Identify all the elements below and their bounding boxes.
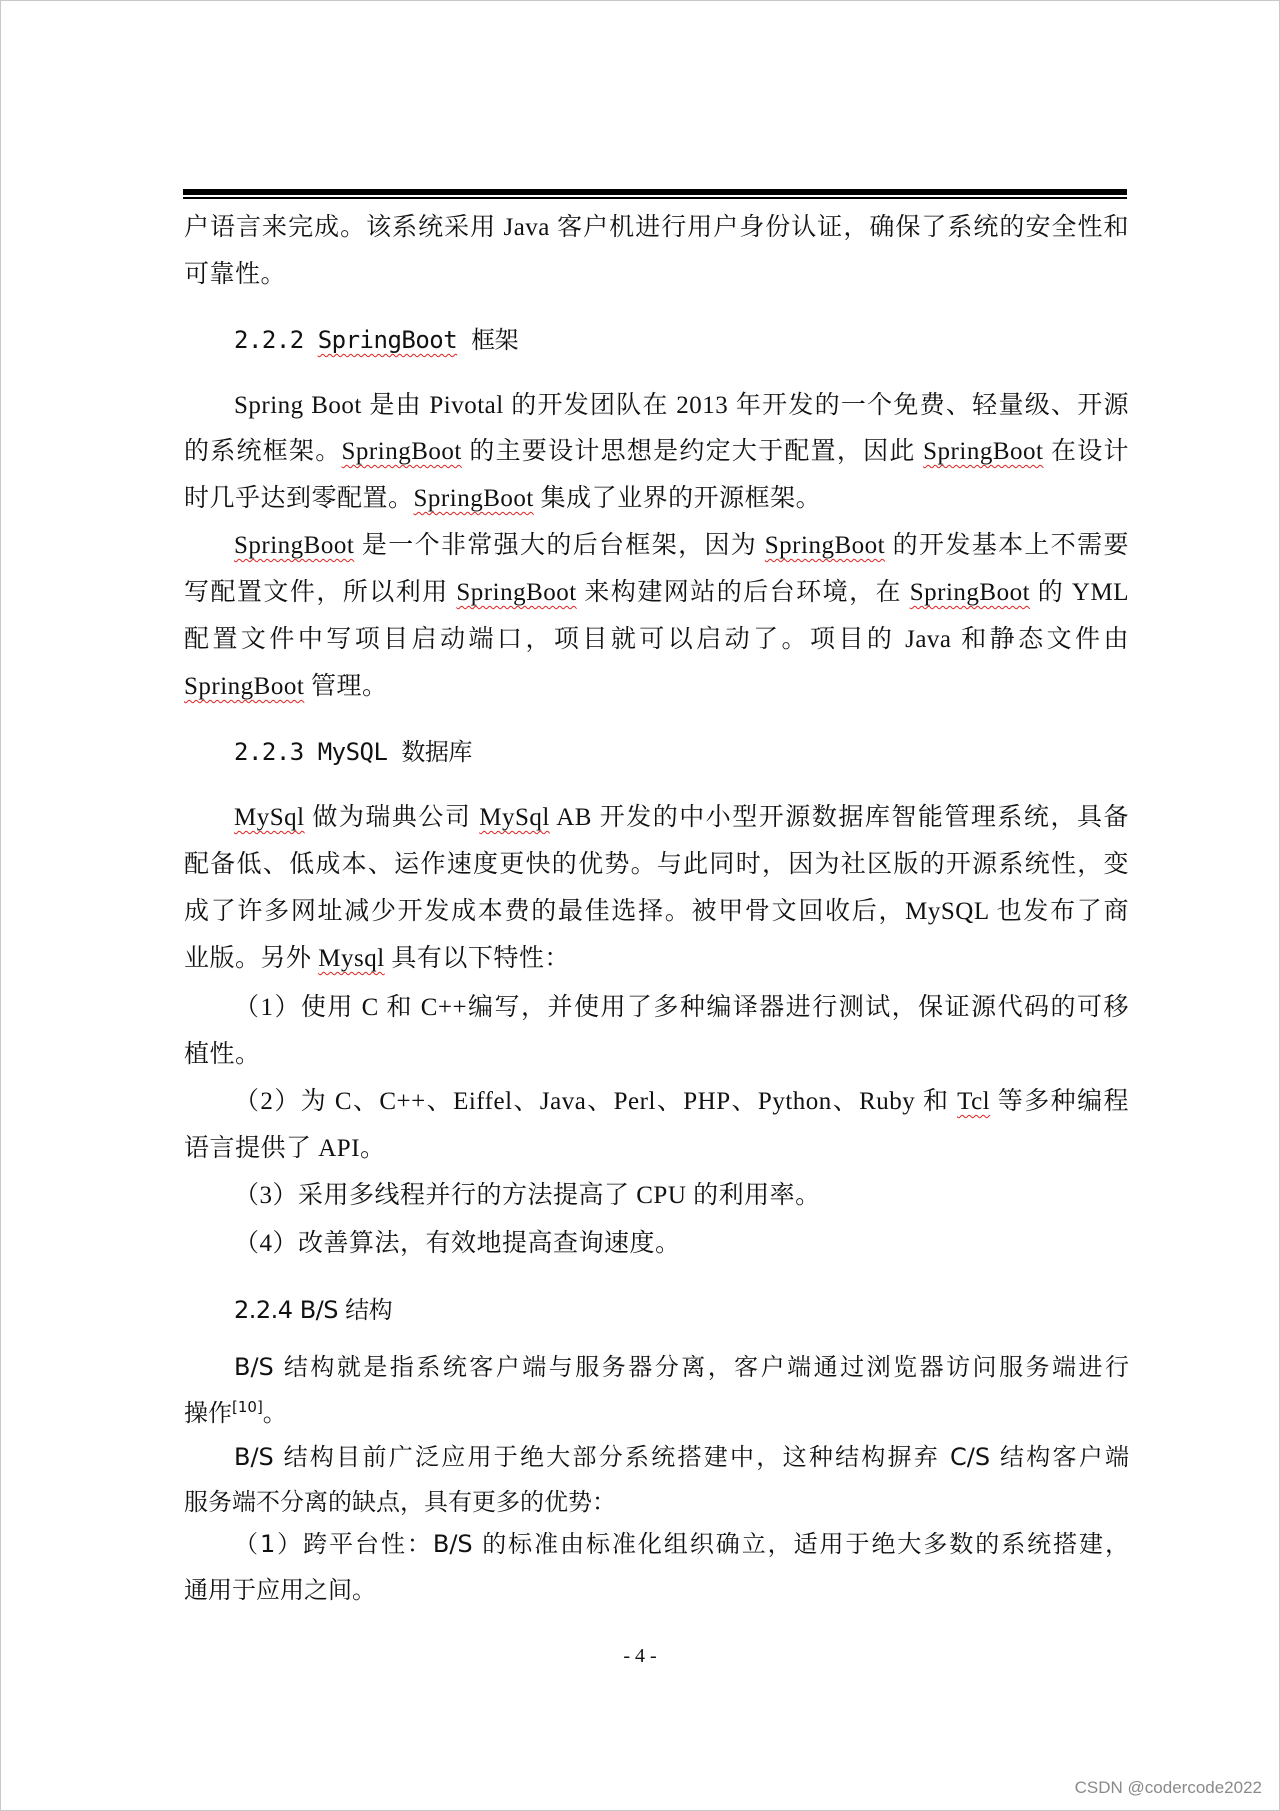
header-rule-thin (183, 197, 1127, 199)
text-line: 操作[10]。 (184, 1398, 287, 1427)
list-item: （1）跨平台性：B/S 的标准由标准化组织确立，适用于绝大多数的系统搭建， (234, 1530, 1129, 1558)
text-line: 服务端不分离的缺点，具有更多的优势： (184, 1488, 616, 1516)
spellcheck-flagged-term: SpringBoot (234, 532, 355, 559)
heading-term: SpringBoot (317, 326, 458, 354)
section-heading-2-2-4 (234, 1295, 392, 1325)
text-line: 语言提供了 API。 (184, 1135, 386, 1162)
text-line: 户语言来完成。该系统采用 Java 客户机进行用户身份认证，确保了系统的安全性和 (184, 214, 1129, 241)
text-line: 通用于应用之间。 (184, 1576, 376, 1604)
text-line: 配备低、低成本、运作速度更快的优势。与此同时，因为社区版的开源系统性，变 (184, 851, 1129, 878)
text-line: MySql 做为瑞典公司 MySql AB 开发的中小型开源数据库智能管理系统，具备 (234, 804, 1129, 831)
list-item: （2）为 C、C++、Eiffel、Java、Perl、PHP、Python、Ruby 和 Tcl 等多种编程 (234, 1088, 1129, 1115)
list-item: （3）采用多线程并行的方法提高了 CPU 的利用率。 (234, 1182, 821, 1209)
heading-number: 2.2.2 (234, 326, 304, 354)
text-line: 可靠性。 (184, 261, 287, 288)
spellcheck-flagged-term: SpringBoot (923, 438, 1044, 465)
text-line: B/S 结构就是指系统客户端与服务器分离，客户端通过浏览器访问服务端进行 (234, 1353, 1129, 1381)
heading-suffix: 结构 (345, 1296, 393, 1324)
text-line: 成了许多网址减少开发成本费的最佳选择。被甲骨文回收后，MySQL 也发布了商 (184, 898, 1129, 925)
spellcheck-flagged-term: Tcl (957, 1088, 991, 1115)
header-rule-thick (183, 189, 1127, 195)
text-line: 配置文件中写项目启动端口，项目就可以启动了。项目的 Java 和静态文件由 (184, 626, 1129, 653)
page-number: - 4 - (623, 1645, 657, 1667)
spellcheck-flagged-term: SpringBoot (413, 485, 534, 512)
heading-suffix: 数据库 (401, 738, 472, 766)
spellcheck-flagged-term: MySql (234, 804, 305, 831)
spellcheck-flagged-term: MySql (479, 804, 550, 831)
heading-term: MySQL (317, 738, 388, 766)
text-line: 写配置文件，所以利用 SpringBoot 来构建网站的后台环境，在 SpringBoot 的 YML (184, 579, 1129, 606)
heading-number: 2.2.4 (234, 1296, 293, 1324)
section-heading-2-2-3 (234, 737, 472, 767)
spellcheck-flagged-term: SpringBoot (341, 438, 462, 465)
citation-ref: [10] (232, 1398, 263, 1416)
heading-term: B/S (299, 1296, 339, 1324)
spellcheck-flagged-term: SpringBoot (456, 579, 577, 606)
text-line: SpringBoot 管理。 (184, 673, 388, 700)
text-line: B/S 结构目前广泛应用于绝大部分系统搭建中，这种结构摒弃 C/S 结构客户端 (234, 1443, 1129, 1471)
list-item: （4）改善算法，有效地提高查询速度。 (234, 1230, 681, 1257)
spellcheck-flagged-term: Mysql (318, 945, 385, 972)
text-line: Spring Boot 是由 Pivotal 的开发团队在 2013 年开发的一个免费、轻量级、开源 (234, 392, 1129, 419)
section-heading-2-2-2 (234, 325, 518, 355)
text-line: 的系统框架。SpringBoot 的主要设计思想是约定大于配置，因此 SpringBoot 在设计 (184, 438, 1129, 465)
spellcheck-flagged-term: SpringBoot (184, 673, 305, 700)
watermark: CSDN @codercode2022 (1074, 1778, 1262, 1797)
spellcheck-flagged-term: SpringBoot (764, 532, 886, 559)
text-line: 业版。另外 Mysql 具有以下特性： (184, 945, 570, 972)
heading-suffix: 框架 (471, 326, 519, 354)
spellcheck-flagged-term: SpringBoot (909, 579, 1031, 606)
list-item: （1）使用 C 和 C++编写，并使用了多种编译器进行测试，保证源代码的可移 (234, 994, 1129, 1021)
text-line: 时几乎达到零配置。SpringBoot 集成了业界的开源框架。 (184, 485, 822, 512)
text-line: SpringBoot 是一个非常强大的后台框架，因为 SpringBoot 的开发基本上不需要 (234, 532, 1129, 559)
heading-number: 2.2.3 (234, 738, 304, 766)
text-line: 植性。 (184, 1041, 261, 1068)
